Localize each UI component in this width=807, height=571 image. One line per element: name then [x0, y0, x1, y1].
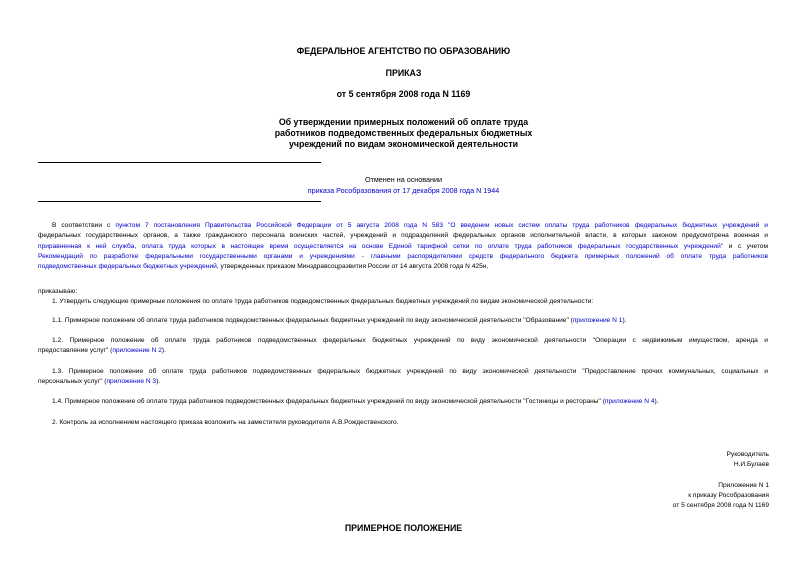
intro-paragraph [38, 221, 768, 272]
agency-name: ФЕДЕРАЛЬНОЕ АГЕНТСТВО ПО ОБРАЗОВАНИЮ [296, 46, 511, 56]
item-1-4: 1.4. Примерное положение об оплате труда работников подведомственных федеральных бюджетных учреждений по виду экономической деятельности "Гостиницы и рестораны" (приложение N 4). [52, 398, 659, 405]
item-1: 1. Утвердить следующие примерные положения по оплате труда работников подведомственных федеральных бюджетных учреждений по видам экономической деятельности: [52, 298, 594, 305]
document-date-number: от 5 сентября 2008 года N 1169 [336, 89, 471, 99]
document-type: ПРИКАЗ [385, 68, 422, 78]
recommendations-link-cont[interactable]: подведомственных федеральных бюджетных учреждений [38, 263, 217, 271]
intro-text: федеральных государственных органов, а также гражданского персонала воинских частей, учреждений и подразделений федеральных органов исполнительной власти, в которых законом предусмотрена военная и [38, 232, 768, 240]
divider-top [38, 162, 321, 163]
recommendations-link[interactable]: Рекомендаций по разработке федеральными государственными органами и учреждениями - главными распорядителями средств федерального бюджета примерных положений об оплате труда работников [38, 252, 768, 260]
document-title-line-3: учреждений по видам экономической деятельности [288, 139, 519, 149]
cancel-note-text: Отменен на основании [364, 175, 442, 184]
signature-name: Н.И.Булаев [733, 461, 769, 468]
appendix-label: Приложение N 1 [718, 482, 769, 489]
decree-link[interactable]: пунктом 7 постановления Правительства Российской Федерации от 5 августа 2008 года N 583 "О введении новых систем оплаты труда работников федеральных бюджетных учреждений и [115, 222, 768, 229]
appendix-order-date: от 5 сентября 2008 года N 1169 [672, 502, 769, 509]
appendix-3-link[interactable]: приложение N 3 [106, 378, 157, 386]
appendix-4-link[interactable]: приложение N 4 [604, 398, 655, 405]
item-1-2: 1.2. Примерное положение об оплате труда работников подведомственных федеральных бюджетных учреждений по виду экономической деятельности "Операции с недвижимым имуществом, аренда и предоставление услуг" (приложение N 2). [38, 337, 768, 355]
section-title: ПРИМЕРНОЕ ПОЛОЖЕНИЕ [344, 523, 463, 533]
appendix-1-link[interactable]: приложение N 1 [572, 317, 623, 324]
appendix-order-ref: к приказу Рособразования [688, 492, 769, 499]
document-title-line-2: работников подведомственных федеральных бюджетных [274, 128, 533, 138]
signature-role: Руководитель [726, 451, 769, 458]
cancel-note-link[interactable]: приказа Рособразования от 17 декабря 2008 года N 1944 [307, 186, 500, 195]
decree-link-cont[interactable]: приравненная к ней служба, оплата труда которых в настоящее время осуществляется на основе Единой тарифной сетки по оплате труда работников федеральных государственных учреждений" [38, 242, 724, 250]
divider-bottom [38, 201, 321, 202]
document-title-line-1: Об утверждении примерных положений об оплате труда [278, 117, 529, 127]
order-word: приказываю: [38, 288, 78, 295]
item-1-3: 1.3. Примерное положение об оплате труда работников подведомственных федеральных бюджетных учреждений по виду экономической деятельности "Предоставление прочих коммунальных, социальных и персональных услуг" (приложение N 3). [38, 368, 768, 386]
intro-text: , утвержденных приказом Минздравсоцразвития России от 14 августа 2008 года N 425н, [216, 263, 489, 271]
intro-text: В соответствии с [52, 222, 111, 229]
item-1-1: 1.1. Примерное положение об оплате труда работников подведомственных федеральных бюджетных учреждений по виду экономической деятельности "Образование" (приложение N 1). [52, 317, 627, 324]
item-2: 2. Контроль за исполнением настоящего приказа возложить на заместителя руководителя А.В.Рождественского. [52, 419, 399, 426]
appendix-2-link[interactable]: приложение N 2 [112, 347, 162, 355]
intro-text: и с учетом [728, 242, 768, 250]
